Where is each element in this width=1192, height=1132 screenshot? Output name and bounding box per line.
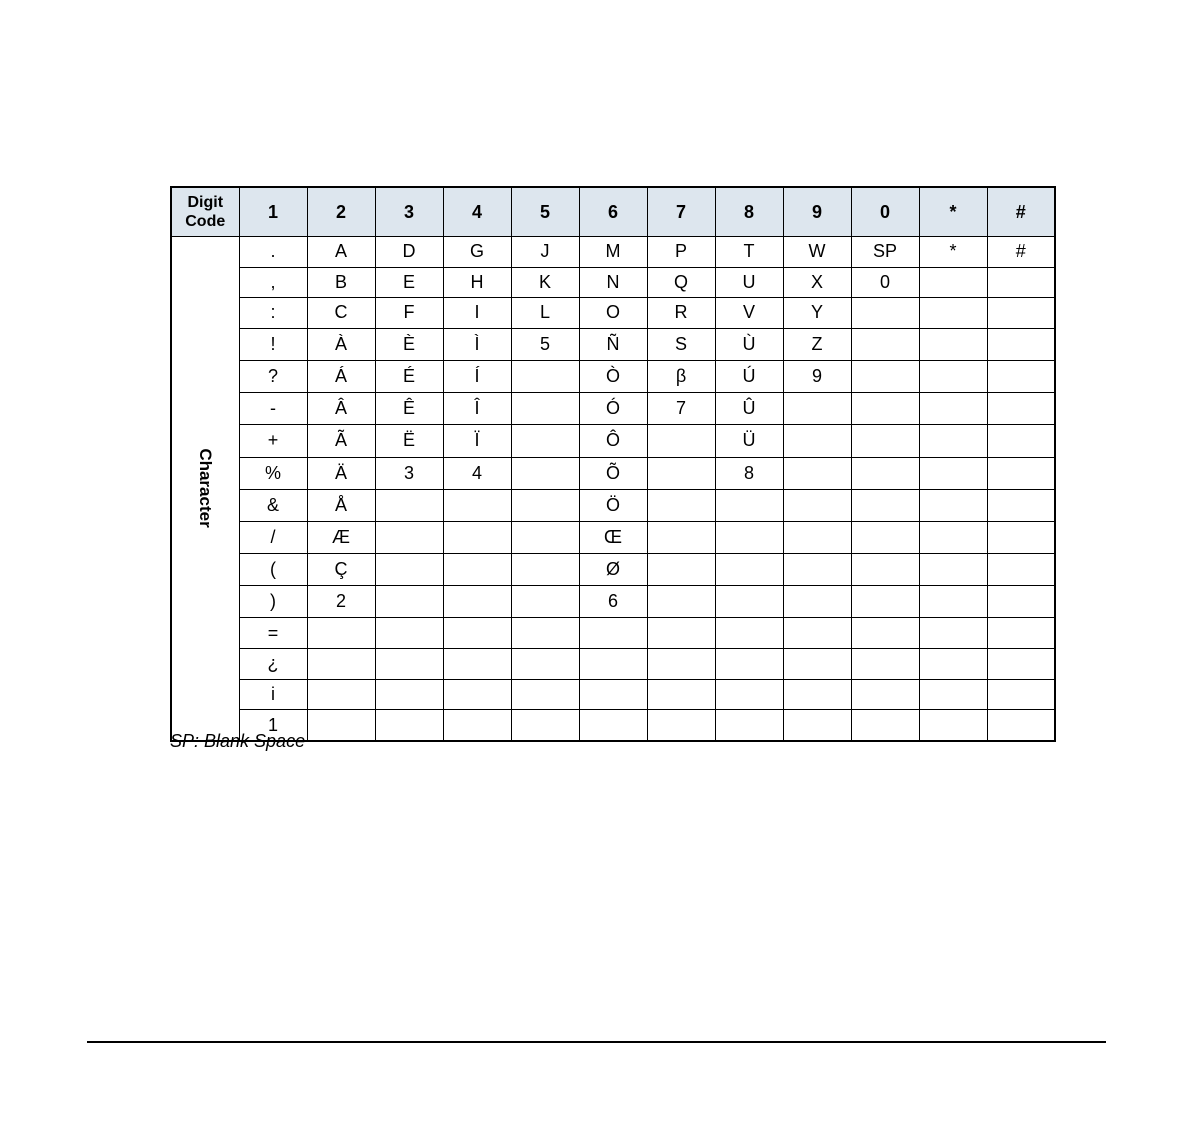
table-body [171, 237, 1055, 741]
table-cell: X [783, 267, 851, 298]
table-cell [851, 425, 919, 457]
table-cell [647, 710, 715, 741]
table-cell [919, 328, 987, 360]
table-cell [851, 554, 919, 586]
table-cell: : [239, 298, 307, 329]
table-cell: Ã [307, 425, 375, 457]
table-cell: U [715, 267, 783, 298]
table-cell: ¿ [239, 649, 307, 680]
table-cell: Ë [375, 425, 443, 457]
table-row [171, 618, 1055, 649]
table-cell: Ì [443, 328, 511, 360]
table-cell [511, 679, 579, 710]
table-cell: 1 [239, 710, 307, 741]
table-cell: - [239, 393, 307, 425]
table-cell [919, 679, 987, 710]
column-header: 1 [239, 187, 307, 237]
table-cell [783, 554, 851, 586]
column-header: * [919, 187, 987, 237]
column-header: 8 [715, 187, 783, 237]
table-cell [443, 521, 511, 553]
table-cell: & [239, 489, 307, 521]
table-cell [715, 554, 783, 586]
table-cell: Á [307, 360, 375, 392]
column-header: # [987, 187, 1055, 237]
footer-rule [87, 1041, 1106, 1043]
table-cell [647, 521, 715, 553]
table-cell [511, 649, 579, 680]
table-cell: , [239, 267, 307, 298]
table-cell [307, 710, 375, 741]
table-cell [851, 360, 919, 392]
table-cell [919, 521, 987, 553]
table-cell [851, 393, 919, 425]
table-cell: Ö [579, 489, 647, 521]
table-cell [987, 360, 1055, 392]
table-cell [783, 710, 851, 741]
table-cell [851, 489, 919, 521]
table-cell [375, 489, 443, 521]
column-header: 7 [647, 187, 715, 237]
table-cell [919, 425, 987, 457]
table-cell: Â [307, 393, 375, 425]
table-cell: 5 [511, 328, 579, 360]
table-cell: N [579, 267, 647, 298]
table-cell: D [375, 237, 443, 268]
table-row [171, 298, 1055, 329]
character-label: Character [196, 448, 216, 529]
table-cell: Æ [307, 521, 375, 553]
table-cell: 6 [579, 586, 647, 618]
table-cell [715, 710, 783, 741]
header-row [171, 187, 1055, 237]
table-cell [783, 649, 851, 680]
table-cell [919, 360, 987, 392]
table-cell: Õ [579, 457, 647, 489]
table-cell [579, 679, 647, 710]
table-cell: Œ [579, 521, 647, 553]
table-cell [919, 618, 987, 649]
table-cell: Ü [715, 425, 783, 457]
table-cell [443, 586, 511, 618]
table-cell [647, 554, 715, 586]
table-cell [851, 457, 919, 489]
table-cell [987, 489, 1055, 521]
table-row [171, 237, 1055, 268]
table-cell: 9 [783, 360, 851, 392]
table-cell [647, 489, 715, 521]
column-header: 5 [511, 187, 579, 237]
table-cell [851, 649, 919, 680]
table-cell [647, 457, 715, 489]
table-cell: 3 [375, 457, 443, 489]
table-cell [511, 425, 579, 457]
table-cell [443, 554, 511, 586]
table-row [171, 649, 1055, 680]
table-cell: ( [239, 554, 307, 586]
table-cell [375, 554, 443, 586]
table-cell: Ñ [579, 328, 647, 360]
table-cell: ) [239, 586, 307, 618]
table-cell [375, 521, 443, 553]
corner-label-line2: Code [185, 213, 226, 230]
table-cell: R [647, 298, 715, 329]
table-row [171, 267, 1055, 298]
table-cell [851, 586, 919, 618]
table-cell [647, 618, 715, 649]
table-cell [919, 489, 987, 521]
table-cell: 7 [647, 393, 715, 425]
table-cell [783, 425, 851, 457]
table-cell [987, 393, 1055, 425]
table-cell: β [647, 360, 715, 392]
table-cell [987, 586, 1055, 618]
table-cell [307, 618, 375, 649]
table-cell: S [647, 328, 715, 360]
table-cell: W [783, 237, 851, 268]
table-cell [511, 554, 579, 586]
table-cell [919, 649, 987, 680]
table-cell [783, 393, 851, 425]
table-cell: / [239, 521, 307, 553]
column-header: 9 [783, 187, 851, 237]
table-cell [715, 586, 783, 618]
column-header: 4 [443, 187, 511, 237]
table-cell [987, 298, 1055, 329]
table-cell [375, 710, 443, 741]
table-cell: = [239, 618, 307, 649]
table-cell: F [375, 298, 443, 329]
table-cell [987, 710, 1055, 741]
table-cell: Ú [715, 360, 783, 392]
table-cell: A [307, 237, 375, 268]
table-cell: B [307, 267, 375, 298]
table-cell: G [443, 237, 511, 268]
table-row [171, 586, 1055, 618]
table-cell [307, 649, 375, 680]
table-cell [987, 425, 1055, 457]
table-cell: 8 [715, 457, 783, 489]
table-cell: E [375, 267, 443, 298]
table-cell: Ô [579, 425, 647, 457]
table-cell [579, 649, 647, 680]
table-cell: # [987, 237, 1055, 268]
table-cell [647, 649, 715, 680]
table-cell [511, 618, 579, 649]
table-cell: i [239, 679, 307, 710]
corner-label-line1: Digit [187, 194, 224, 211]
table-cell: Å [307, 489, 375, 521]
table-cell [511, 457, 579, 489]
table-cell [919, 393, 987, 425]
table-row [171, 360, 1055, 392]
table-cell: È [375, 328, 443, 360]
table-cell: Î [443, 393, 511, 425]
table-cell [511, 393, 579, 425]
table-cell [783, 489, 851, 521]
table-cell: . [239, 237, 307, 268]
table-cell [511, 586, 579, 618]
table-cell: Ä [307, 457, 375, 489]
column-header: 2 [307, 187, 375, 237]
character-side-header [171, 237, 239, 741]
table-cell [851, 298, 919, 329]
table-cell [783, 521, 851, 553]
table-cell: H [443, 267, 511, 298]
table-cell: 2 [307, 586, 375, 618]
table-cell [511, 521, 579, 553]
table-cell: Q [647, 267, 715, 298]
table-cell [919, 267, 987, 298]
table-cell [443, 679, 511, 710]
table-cell [511, 489, 579, 521]
table-cell [851, 521, 919, 553]
table-cell [307, 679, 375, 710]
table-cell: Í [443, 360, 511, 392]
table-cell: V [715, 298, 783, 329]
table-cell [443, 618, 511, 649]
table-cell [783, 457, 851, 489]
table-cell [579, 710, 647, 741]
table-cell: Ò [579, 360, 647, 392]
table-cell: I [443, 298, 511, 329]
table-cell [987, 457, 1055, 489]
table-cell [987, 554, 1055, 586]
table-cell [783, 586, 851, 618]
table-row [171, 425, 1055, 457]
table-cell [647, 679, 715, 710]
table-row [171, 457, 1055, 489]
table-cell: L [511, 298, 579, 329]
table-row [171, 328, 1055, 360]
table-cell: Ù [715, 328, 783, 360]
table-cell [987, 679, 1055, 710]
table-cell: J [511, 237, 579, 268]
table-row [171, 521, 1055, 553]
table-cell [715, 649, 783, 680]
table-cell [579, 618, 647, 649]
table-cell: P [647, 237, 715, 268]
table-cell [443, 489, 511, 521]
table-cell [987, 267, 1055, 298]
column-header: 3 [375, 187, 443, 237]
table-cell [647, 586, 715, 618]
table-cell: M [579, 237, 647, 268]
table-cell [919, 554, 987, 586]
table-cell [715, 679, 783, 710]
character-table [170, 186, 1056, 742]
table-cell [511, 360, 579, 392]
table-cell [851, 328, 919, 360]
table-cell: ! [239, 328, 307, 360]
table-cell [647, 425, 715, 457]
table-cell [715, 618, 783, 649]
table-cell: + [239, 425, 307, 457]
table-row [171, 679, 1055, 710]
table-cell: O [579, 298, 647, 329]
table-cell [375, 649, 443, 680]
table-cell: Ç [307, 554, 375, 586]
table-cell: T [715, 237, 783, 268]
table-cell [919, 298, 987, 329]
table-cell [987, 521, 1055, 553]
table-cell: 0 [851, 267, 919, 298]
digit-code-header [171, 187, 239, 237]
table-cell [715, 521, 783, 553]
table-cell [919, 710, 987, 741]
table-cell: Ï [443, 425, 511, 457]
table-cell [375, 586, 443, 618]
table-cell: % [239, 457, 307, 489]
table-cell [715, 489, 783, 521]
table-cell: Û [715, 393, 783, 425]
table-cell: K [511, 267, 579, 298]
table-row [171, 393, 1055, 425]
table-cell [987, 649, 1055, 680]
table-cell [783, 618, 851, 649]
table-row [171, 554, 1055, 586]
table-cell: * [919, 237, 987, 268]
table-cell [851, 710, 919, 741]
table-cell [919, 586, 987, 618]
column-header: 6 [579, 187, 647, 237]
table-cell: 4 [443, 457, 511, 489]
table-cell: ? [239, 360, 307, 392]
table-cell [375, 618, 443, 649]
table-cell: SP [851, 237, 919, 268]
table-cell [375, 679, 443, 710]
table-cell [851, 679, 919, 710]
column-header: 0 [851, 187, 919, 237]
table-cell [919, 457, 987, 489]
table-cell [511, 710, 579, 741]
table-cell [851, 618, 919, 649]
table-cell [443, 710, 511, 741]
table-cell: Y [783, 298, 851, 329]
table-cell [783, 679, 851, 710]
table-cell: À [307, 328, 375, 360]
table-cell [987, 328, 1055, 360]
table-cell: É [375, 360, 443, 392]
table-cell [987, 618, 1055, 649]
table-cell: Ó [579, 393, 647, 425]
table-cell [443, 649, 511, 680]
table-row [171, 489, 1055, 521]
table-cell: C [307, 298, 375, 329]
table-cell: Z [783, 328, 851, 360]
table-cell: Ø [579, 554, 647, 586]
footnote: SP: Blank Space [170, 731, 306, 751]
table-cell: Ê [375, 393, 443, 425]
